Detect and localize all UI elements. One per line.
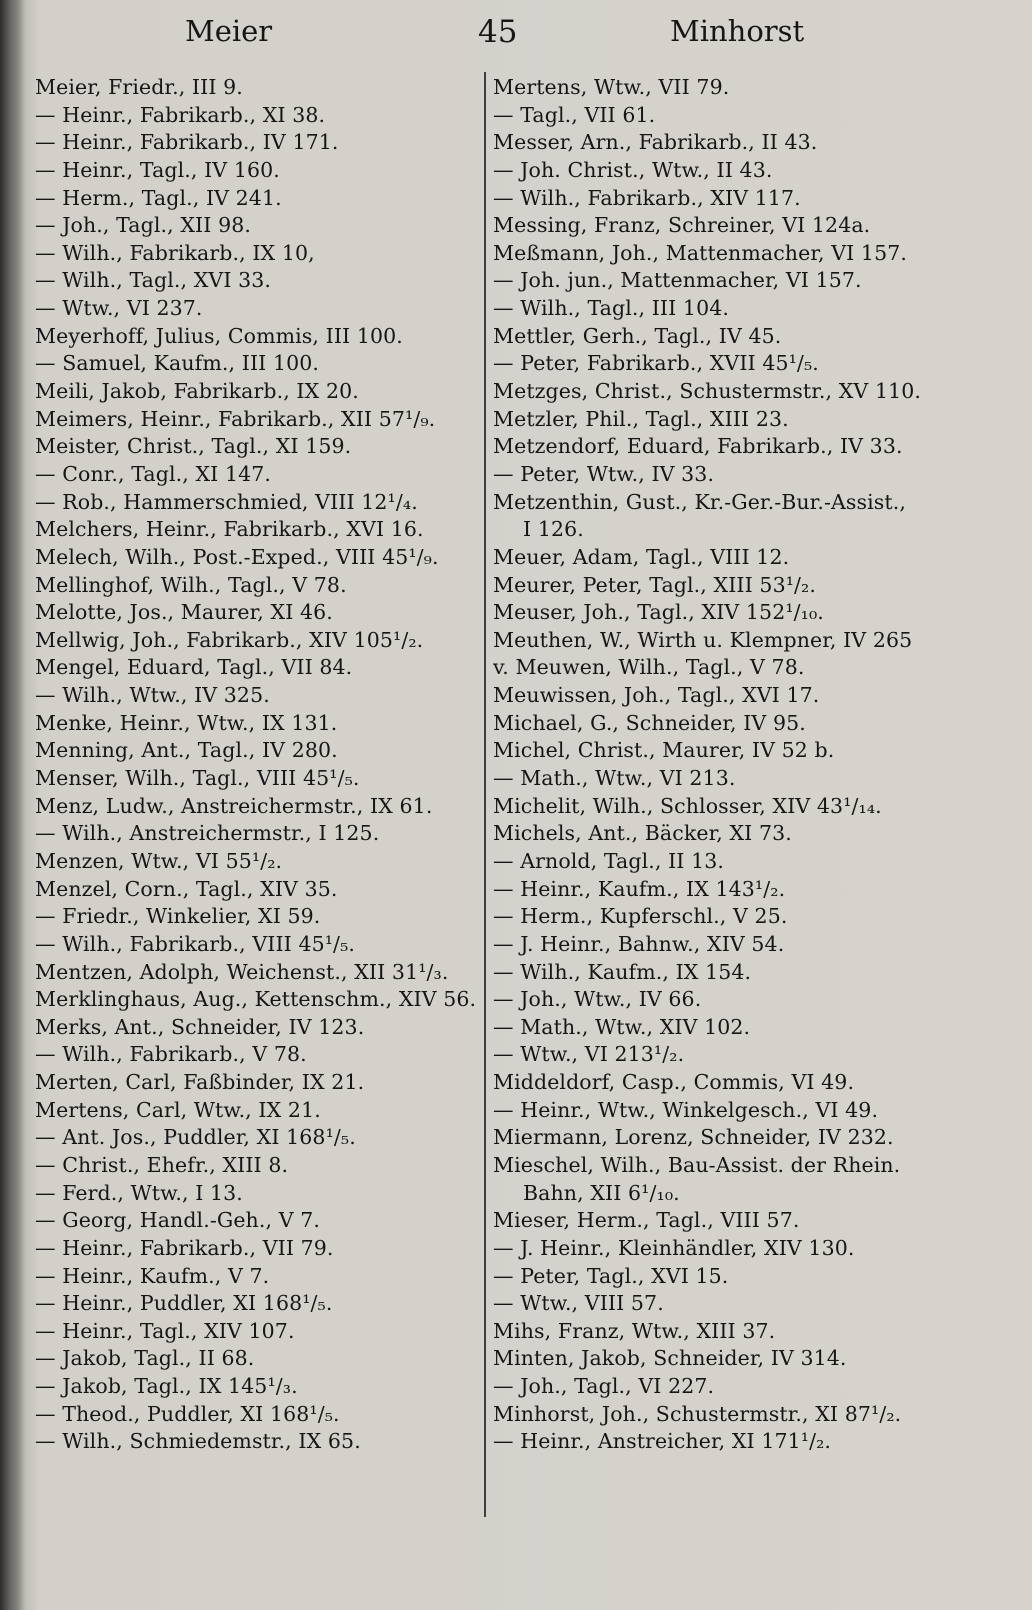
directory-entry: — Peter, Wtw., IV 33. <box>493 461 715 486</box>
directory-entry: — Herm., Kupferschl., V 25. <box>493 904 788 929</box>
directory-entry: Menzel, Corn., Tagl., XIV 35. <box>35 876 338 901</box>
directory-entry: — Heinr., Fabrikarb., XI 38. <box>35 102 326 127</box>
directory-entry: Menser, Wilh., Tagl., VIII 45¹/₅. <box>35 766 360 791</box>
directory-entry: — Ferd., Wtw., I 13. <box>35 1180 243 1205</box>
directory-entry: Merks, Ant., Schneider, IV 123. <box>35 1014 365 1039</box>
directory-entry: Michelit, Wilh., Schlosser, XIV 43¹/₁₄. <box>493 793 882 818</box>
directory-entry: Meimers, Heinr., Fabrikarb., XII 57¹/₉. <box>35 406 436 431</box>
directory-entry: Menz, Ludw., Anstreichermstr., IX 61. <box>35 793 433 818</box>
directory-entry: — Peter, Fabrikarb., XVII 45¹/₅. <box>493 351 819 376</box>
directory-entry: — Heinr., Fabrikarb., VII 79. <box>35 1235 334 1260</box>
directory-entry: — Tagl., VII 61. <box>493 102 656 127</box>
directory-entry: — Heinr., Fabrikarb., IV 171. <box>35 130 339 155</box>
directory-entry: — Ant. Jos., Puddler, XI 168¹/₅. <box>35 1125 356 1150</box>
directory-entry: Meyerhoff, Julius, Commis, III 100. <box>35 323 403 348</box>
directory-entry: Meuwissen, Joh., Tagl., XVI 17. <box>493 683 820 708</box>
directory-entry: Minten, Jakob, Schneider, IV 314. <box>493 1346 847 1371</box>
page-binding-shadow <box>0 0 26 1610</box>
directory-entry: Melotte, Jos., Maurer, XI 46. <box>35 600 333 625</box>
directory-entry: — Math., Wtw., VI 213. <box>493 766 736 791</box>
directory-entry: Mettler, Gerh., Tagl., IV 45. <box>493 323 782 348</box>
directory-entry: — Wtw., VIII 57. <box>493 1291 664 1316</box>
directory-entry: Mellwig, Joh., Fabrikarb., XIV 105¹/₂. <box>35 627 424 652</box>
directory-entry: Minhorst, Joh., Schustermstr., XI 87¹/₂. <box>493 1401 902 1426</box>
directory-entry: — Friedr., Winkelier, XI 59. <box>35 904 321 929</box>
directory-entry: Meili, Jakob, Fabrikarb., IX 20. <box>35 379 359 404</box>
directory-entry: Meuser, Joh., Tagl., XIV 152¹/₁₀. <box>493 600 824 625</box>
directory-entry: Michels, Ant., Bäcker, XI 73. <box>493 821 792 846</box>
directory-entry: Michel, Christ., Maurer, IV 52 b. <box>493 738 835 763</box>
directory-entry: — Wtw., VI 213¹/₂. <box>493 1042 685 1067</box>
directory-entry: — Heinr., Kaufm., IX 143¹/₂. <box>493 876 786 901</box>
directory-entry: — Wilh., Anstreichermstr., I 125. <box>35 821 380 846</box>
directory-entry: — Wilh., Tagl., XVI 33. <box>35 268 272 293</box>
directory-entry: v. Meuwen, Wilh., Tagl., V 78. <box>493 655 805 680</box>
directory-entry: — Math., Wtw., XIV 102. <box>493 1014 751 1039</box>
directory-entry: Menzen, Wtw., VI 55¹/₂. <box>35 848 283 873</box>
left-column <box>35 74 505 1456</box>
directory-entry: Middeldorf, Casp., Commis, VI 49. <box>493 1070 855 1095</box>
directory-entry: — Rob., Hammerschmied, VIII 12¹/₄. <box>35 489 418 514</box>
directory-entry: Menning, Ant., Tagl., IV 280. <box>35 738 338 763</box>
directory-entry: Melech, Wilh., Post.-Exped., VIII 45¹/₉. <box>35 544 439 569</box>
directory-entry: — Herm., Tagl., IV 241. <box>35 185 282 210</box>
directory-entry: Meuthen, W., Wirth u. Klempner, IV 265 <box>493 627 913 652</box>
directory-entry: — Wilh., Wtw., IV 325. <box>35 683 270 708</box>
directory-entry: — Peter, Tagl., XVI 15. <box>493 1263 729 1288</box>
directory-entry: — Samuel, Kaufm., III 100. <box>35 351 320 376</box>
directory-entry: — Wilh., Schmiedemstr., IX 65. <box>35 1429 361 1454</box>
directory-entry: Merten, Carl, Faßbinder, IX 21. <box>35 1070 365 1095</box>
directory-entry: Meister, Christ., Tagl., XI 159. <box>35 434 352 459</box>
directory-entry: — Wilh., Fabrikarb., IX 10, <box>35 240 315 265</box>
directory-entry: Metzenthin, Gust., Kr.-Ger.-Bur.-Assist., <box>493 489 906 514</box>
directory-entry: — Wtw., VI 237. <box>35 296 203 321</box>
directory-entry: — Joh., Wtw., IV 66. <box>493 987 702 1012</box>
directory-entry: — Wilh., Fabrikarb., V 78. <box>35 1042 307 1067</box>
directory-entry: Messer, Arn., Fabrikarb., II 43. <box>493 130 818 155</box>
directory-entry: — J. Heinr., Kleinhändler, XIV 130. <box>493 1235 855 1260</box>
directory-entry: Bahn, XII 6¹/₁₀. <box>523 1180 680 1205</box>
directory-entry: — Heinr., Kaufm., V 7. <box>35 1263 270 1288</box>
page-number: 45 <box>478 14 518 50</box>
directory-entry: Merklinghaus, Aug., Kettenschm., XIV 56. <box>35 987 477 1012</box>
directory-entry: Metzler, Phil., Tagl., XIII 23. <box>493 406 789 431</box>
directory-entry: — Heinr., Tagl., XIV 107. <box>35 1318 295 1343</box>
directory-entry: Mieschel, Wilh., Bau-Assist. der Rhein. <box>493 1152 901 1177</box>
directory-entry: — Arnold, Tagl., II 13. <box>493 848 725 873</box>
directory-entry: Metzges, Christ., Schustermstr., XV 110. <box>493 379 921 404</box>
directory-entry: — Wilh., Kaufm., IX 154. <box>493 959 752 984</box>
directory-entry: Mihs, Franz, Wtw., XIII 37. <box>493 1318 776 1343</box>
column-divider <box>484 72 486 1517</box>
directory-entry: — Theod., Puddler, XI 168¹/₅. <box>35 1401 340 1426</box>
directory-entry: I 126. <box>523 517 584 542</box>
directory-entry: — Wilh., Fabrikarb., XIV 117. <box>493 185 801 210</box>
directory-entry: Mertens, Wtw., VII 79. <box>493 75 730 99</box>
header-left-keyword: Meier <box>185 14 273 48</box>
directory-entry: — Jakob, Tagl., II 68. <box>35 1346 255 1371</box>
directory-entry: Michael, G., Schneider, IV 95. <box>493 710 806 735</box>
directory-entry: Meurer, Peter, Tagl., XIII 53¹/₂. <box>493 572 816 597</box>
directory-entry: Metzendorf, Eduard, Fabrikarb., IV 33. <box>493 434 903 459</box>
directory-entry: — Wilh., Tagl., III 104. <box>493 296 729 321</box>
directory-entry: Mieser, Herm., Tagl., VIII 57. <box>493 1208 800 1233</box>
directory-entry: Meßmann, Joh., Mattenmacher, VI 157. <box>493 240 907 265</box>
directory-entry: — Wilh., Fabrikarb., VIII 45¹/₅. <box>35 931 355 956</box>
directory-entry: — Heinr., Wtw., Winkelgesch., VI 49. <box>493 1097 879 1122</box>
directory-entry: Melchers, Heinr., Fabrikarb., XVI 16. <box>35 517 424 542</box>
directory-entry: Mellinghof, Wilh., Tagl., V 78. <box>35 572 347 597</box>
directory-entry: Messing, Franz, Schreiner, VI 124a. <box>493 213 871 238</box>
right-column <box>493 74 963 1456</box>
directory-entry: — Georg, Handl.-Geh., V 7. <box>35 1208 320 1233</box>
directory-entry: — Heinr., Tagl., IV 160. <box>35 157 280 182</box>
directory-entry: — Christ., Ehefr., XIII 8. <box>35 1152 289 1177</box>
directory-entry: Miermann, Lorenz, Schneider, IV 232. <box>493 1125 894 1150</box>
directory-entry: Mertens, Carl, Wtw., IX 21. <box>35 1097 321 1122</box>
directory-entry: Menke, Heinr., Wtw., IX 131. <box>35 710 338 735</box>
directory-entry: — Jakob, Tagl., IX 145¹/₃. <box>35 1374 298 1399</box>
directory-entry: — Conr., Tagl., XI 147. <box>35 461 272 486</box>
header-right-keyword: Minhorst <box>670 14 805 48</box>
directory-entry: Meier, Friedr., III 9. <box>35 75 243 99</box>
page-header <box>30 8 1030 58</box>
directory-entry: — Heinr., Anstreicher, XI 171¹/₂. <box>493 1429 832 1454</box>
directory-entry: Mengel, Eduard, Tagl., VII 84. <box>35 655 353 680</box>
directory-entry: Meuer, Adam, Tagl., VIII 12. <box>493 544 790 569</box>
directory-entry: — Joh., Tagl., XII 98. <box>35 213 251 238</box>
directory-entry: — Joh. Christ., Wtw., II 43. <box>493 157 773 182</box>
directory-entry: Mentzen, Adolph, Weichenst., XII 31¹/₃. <box>35 959 449 984</box>
directory-entry: — Joh. jun., Mattenmacher, VI 157. <box>493 268 862 293</box>
directory-entry: — J. Heinr., Bahnw., XIV 54. <box>493 931 785 956</box>
directory-entry: — Heinr., Puddler, XI 168¹/₅. <box>35 1291 333 1316</box>
directory-entry: — Joh., Tagl., VI 227. <box>493 1374 715 1399</box>
